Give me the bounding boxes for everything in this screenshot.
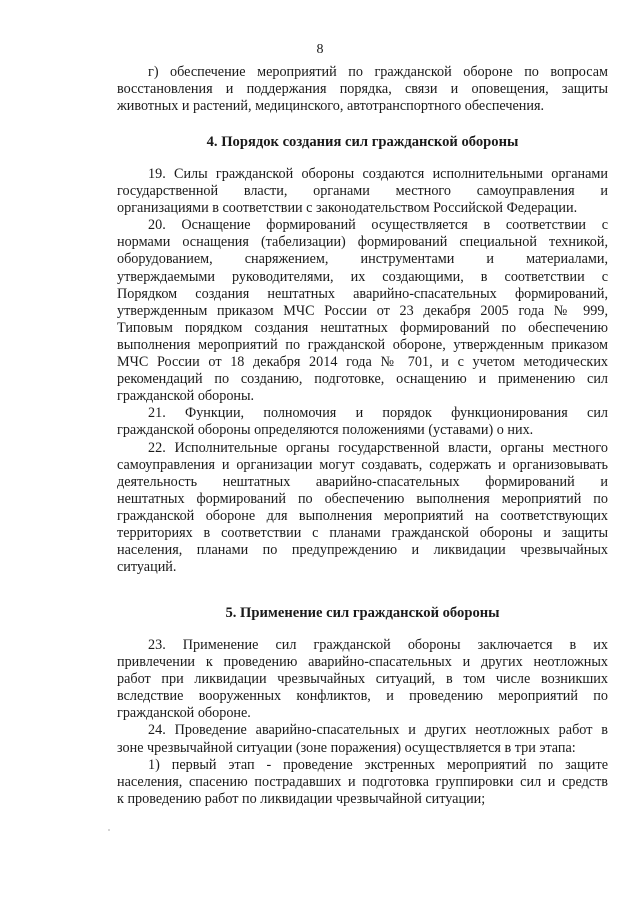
text-line: работ при ликвидации чрезвычайных ситуаций, в том числе возникших xyxy=(117,671,608,688)
text-line: организациями в соответствии с законодательством Российской Федерации. xyxy=(117,200,578,217)
text-line: 24. Проведение аварийно-спасательных и других неотложных работ в xyxy=(148,722,608,739)
text-line: Типовым порядком создания нештатных формирований по обеспечению xyxy=(117,319,608,336)
text-line: самоуправления и организации могут создавать, содержать и организовывать xyxy=(117,456,608,473)
text-line: гражданской обороне для выполнения мероприятий на соответствующих xyxy=(117,507,608,524)
paragraph-g xyxy=(117,64,608,115)
text-line: зоне чрезвычайной ситуации (зоне поражения) осуществляется в три этапа: xyxy=(117,739,576,756)
text-line: ситуаций. xyxy=(117,559,177,576)
text-line: г) обеспечение мероприятий по гражданской обороне по вопросам xyxy=(148,64,608,80)
paragraph-22 xyxy=(117,440,608,577)
text-line: Порядком создания нештатных аварийно-спасательных формирований, xyxy=(117,285,608,302)
text-line: утвержденным приказом МЧС России от 23 декабря 2005 года № 999, xyxy=(117,302,608,319)
text-line: нештатных формирований по обеспечению выполнения мероприятий по xyxy=(117,490,608,507)
scan-speck xyxy=(108,829,110,831)
paragraph-20 xyxy=(117,217,608,405)
text-line: 19. Силы гражданской обороны создаются исполнительными органами xyxy=(148,166,608,182)
text-line: территориях в соответствии с планами гражданской обороны и защиты xyxy=(117,524,608,541)
text-line: нормами оснащения (табелизации) формирований специальной техникой, xyxy=(117,234,608,251)
text-line: 22. Исполнительные органы государственной власти, органы местного xyxy=(148,439,608,456)
text-line: МЧС России от 18 декабря 2014 года № 701, и с учетом методических xyxy=(117,354,608,371)
text-line: 1) первый этап - проведение экстренных мероприятий по защите xyxy=(148,756,608,773)
text-line: 21. Функции, полномочия и порядок функционирования сил xyxy=(148,405,608,422)
section-4-heading: 4. Порядок создания сил гражданской обороны xyxy=(206,134,519,150)
paragraph-23 xyxy=(117,637,608,722)
text-line: 20. Оснащение формирований осуществляется в соответствии с xyxy=(148,217,608,234)
text-line: деятельность нештатных аварийно-спасательных формирований и xyxy=(117,473,608,490)
section-5-body xyxy=(117,637,608,808)
paragraph-24 xyxy=(117,722,608,756)
paragraph-24-1 xyxy=(117,757,608,808)
text-line: оборудованием, снаряжением, инструментами и материалами, xyxy=(117,251,608,268)
text-line: выполнения мероприятий по гражданской обороне, утвержденным приказом xyxy=(117,336,608,353)
text-line: животных и растений, медицинского, автотранспортного обеспечения. xyxy=(117,98,545,115)
text-line: восстановления и поддержания порядка, связи и оповещения, защиты xyxy=(117,81,608,98)
text-line: гражданской обороны определяются положениями (уставами) о них. xyxy=(117,422,534,439)
paragraph-19 xyxy=(117,166,608,217)
text-line: населения, спасению пострадавших и подготовка группировки сил и средств xyxy=(117,773,608,790)
text-line: к проведению работ по ликвидации чрезвычайной ситуации; xyxy=(117,790,486,807)
text-line: утверждаемыми руководителями, их создающими, в соответствии с xyxy=(117,268,608,285)
text-line: гражданской обороне. xyxy=(117,705,251,722)
section-4-body xyxy=(117,166,608,576)
text-line: государственной власти, органами местного самоуправления и xyxy=(117,183,608,200)
section-5-heading: 5. Применение сил гражданской обороны xyxy=(225,605,500,621)
page-number: 8 xyxy=(316,42,324,57)
text-line: 23. Применение сил гражданской обороны заключается в их xyxy=(148,637,608,653)
text-line: рекомендаций по созданию, подготовке, оснащению и применению сил xyxy=(117,371,608,388)
text-line: привлечении к проведению аварийно-спасательных и других неотложных xyxy=(117,654,608,671)
text-line: вследствие вооруженных конфликтов, и проведению мероприятий по xyxy=(117,688,608,705)
text-line: населения, планами по предупреждению и ликвидации чрезвычайных xyxy=(117,542,608,559)
intro-paragraph xyxy=(117,64,608,115)
paragraph-21 xyxy=(117,405,608,439)
text-line: гражданской обороны. xyxy=(117,388,255,405)
